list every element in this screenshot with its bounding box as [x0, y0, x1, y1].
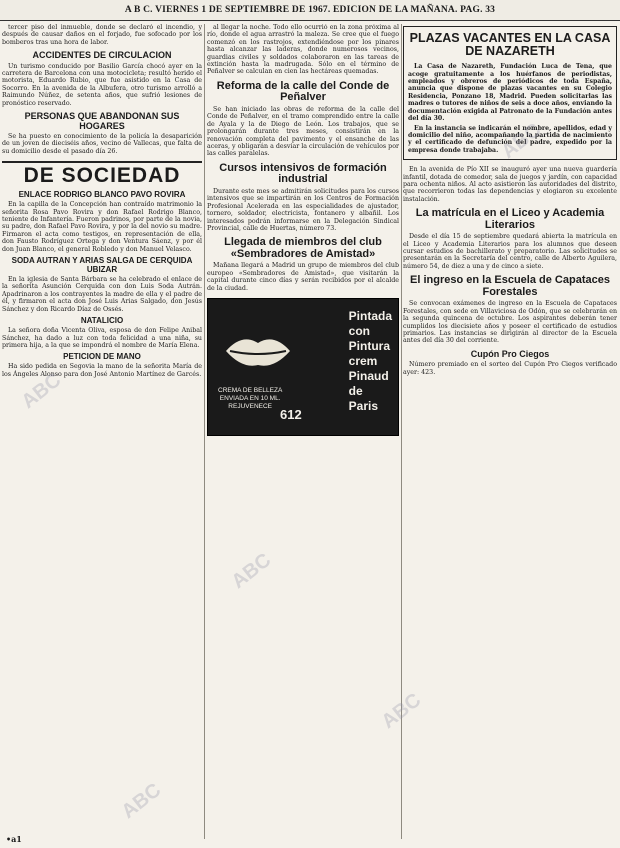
missing-persons-text: Se ha puesto en conocimiento de la policía la desaparición de un joven de dieciséis años, vecino de Vallecas, que falta de su domicilio desde el pasado día 26.: [2, 132, 202, 155]
birth-text: La señora doña Vicenta Oliva, esposa de don Felipe Anibal Sánchez, ha dado a luz con toda felicidad a una niña, su primera hija, a la que se impondrá el nombre de María Elena.: [2, 327, 202, 349]
article-continuation: tercer piso del inmueble, donde se declaró el incendio, y después de causar daños en el forjado, fue sofocado por los bomberos tras una hora de labor.: [2, 24, 202, 46]
capataces-text: Se convocan exámenes de ingreso en la Escuela de Capataces Forestales, con sede en Villaviciosa de Odón, que se celebrarán en la segunda quincena de octubre. Los aspirantes deberán tener cumplidos los diecisiete años y poseer el certificado de estudios primarios. Las instancias se dirigirán al director de la Escuela antes del día 30 del corriente.: [403, 300, 617, 345]
masthead: A B C. VIERNES 1 DE SEPTIEMBRE DE 1967. EDICION DE LA MAÑANA. PAG. 33: [0, 0, 620, 21]
vacancies-text: En la instancia se indicarán el nombre, apellidos, edad y domicilio del niño, acompañando la partida de nacimiento y el certificado de defunción del padre, expedido por la empresa donde trabajaba.: [408, 124, 612, 154]
wedding-text: En la iglesia de Santa Bárbara se ha celebrado el enlace de la señorita Asunción Cerquida con don Luis Soda Autrán. Apadrinaron a los contrayentes la madre de ella y el padre de él, y firmaron el acta don José Luis Arias Salgado, don Jesús Sánchez y don Ricardo Díaz de Ossés.: [2, 276, 202, 313]
watermark: ABC: [377, 689, 426, 734]
column-rule: [401, 24, 402, 839]
advertisement: [207, 298, 399, 436]
vacancies-heading: PLAZAS VACANTES EN LA CASA DE NAZARETH: [409, 31, 611, 59]
watermark: ABC: [227, 549, 276, 594]
watermark: ABC: [497, 119, 546, 164]
lips-illustration: [222, 329, 294, 373]
ad-brand: CREMA DE BELLEZA ENVIADA EN 10 ML. REJUVENECE: [218, 387, 283, 411]
watermark: ABC: [117, 779, 166, 824]
courses-text: Durante este mes se admitirán solicitudes para los cursos intensivos que se impartirán en los Centros de Formación Profesional Acelerada en las especialidades de ajustador, tornero, soldador, electricista, fontanero y albañil. Los interesados podrán informarse en la Delegación Sindical Provincial, calle de Huertas, número 73.: [207, 187, 399, 232]
column-rule: [204, 24, 205, 839]
watermark: ABC: [17, 369, 66, 414]
birth-heading: NATALICIO: [80, 316, 124, 326]
missing-persons-heading: PERSONAS QUE ABANDONAN SUS HOGARES: [24, 111, 180, 131]
petition-heading: PETICION DE MANO: [63, 352, 141, 362]
footer-mark: •a1: [6, 834, 22, 844]
ad-slogan: Pintada con Pintura crem Pinaud de Paris: [348, 309, 392, 414]
article-continuation: al llegar la noche. Todo ello ocurrió en la zona próxima al río, donde el agua arrastró la maleza. Se cree que el fuego comenzó en los rastrojos, extendiéndose por los pinares hasta alcanzar las laderas, donde numerosos vecinos, guardias civiles y soldados colaboraron en las tareas de extinción hasta la madrugada. Sólo en el término de Peñalver se calculan en cien las hectáreas quemadas.: [207, 24, 399, 76]
liceo-heading: La matrícula en el Liceo y Academia Literarios: [415, 207, 605, 231]
petition-text: Ha sido pedida en Segovia la mano de la señorita María de los Ángeles Alonso para don José Antonio Martínez de Garcés.: [2, 363, 202, 378]
wedding-heading: SODA AUTRAN Y ARIAS SALGA DE CERQUIDA UBIZAR: [11, 256, 193, 275]
column-right: [403, 24, 617, 842]
coupon-text: Número premiado en el sorteo del Cupón Pro Ciegos verificado ayer: 423.: [403, 361, 617, 376]
column-middle: [207, 24, 399, 842]
accidents-heading: ACCIDENTES DE CIRCULACION: [32, 50, 172, 61]
wedding-heading: ENLACE RODRIGO BLANCO PAVO ROVIRA: [18, 190, 186, 200]
society-section-title: DE SOCIEDAD: [2, 161, 202, 187]
courses-heading: Cursos intensivos de formación industrial: [219, 161, 387, 186]
column-left: [2, 24, 202, 842]
club-text: Mañana llegará a Madrid un grupo de miembros del club europeo «Sembradores de Amistad», que visitarán la capital durante cinco días y serán recibidos por el alcalde de la ciudad.: [207, 262, 399, 292]
vacancies-text: La Casa de Nazareth, Fundación Luca de Tena, que acoge gratuitamente a los huérfanos de periodistas, empleados y obreros de periódicos de toda España, anuncia que dispone de plazas vacantes en su Colegio Residencia, Ponzano 18, Madrid. Pueden solicitarlas las madres o tutores de niños de seis a doce años, enviando la documentación exigida al Patronato de la Fundación antes del día 30.: [408, 63, 612, 123]
reform-heading: Reforma de la calle del Conde de Peñalver: [216, 79, 390, 104]
accidents-text: Un turismo conducido por Basilio García chocó ayer en la carretera de Barcelona con una motocicleta; resultó herido el motorista, Eduardo Rubio, que fue asistido en la Casa de Socorro. En la avenida de la Albufera, otro turismo arrolló a Raimundo Núñez, de setenta años, que sufrió lesiones de pronóstico reservado.: [2, 62, 202, 107]
capataces-heading: El ingreso en la Escuela de Capataces Forestales: [410, 274, 610, 298]
wedding-text: En la capilla de la Concepción han contraído matrimonio la señorita Rosa Pavo Rovira y don Rafael Rodrigo Blanco, teniente de Infantería. Fueron padrinos, por parte de la novia, su padre, don Rafael Pavo Rovira, y por la del novio su madre. Firmaron el acta como testigos, en representación de ella, don Fausto Rodríguez Ortega y don Ventura Sáenz, y por él don Juan Blanco, el general Robledo y don Manuel Velasco.: [2, 201, 202, 253]
article-text: En la avenida de Pío XII se inauguró ayer una nueva guardería infantil, dotada de comedor, sala de juegos y jardín, con capacidad para ochenta niños. Al acto asistieron las autoridades del distrito, que recorrieron todas las dependencias y elogiaron su excelente instalación.: [403, 166, 617, 203]
vacancies-box: [403, 26, 617, 160]
liceo-text: Desde el día 15 de septiembre quedará abierta la matrícula en el Liceo y Academia Literarios para los alumnos que deseen cursar estudios de bachillerato y preparatorio. Las solicitudes se presentarán en la Secretaría del centro, calle de Alberto Aguilera, número 54, de diez a una y de cinco a siete.: [403, 233, 617, 270]
coupon-heading: Cupón Pro Ciegos: [470, 348, 550, 359]
ad-price: 612: [280, 407, 302, 423]
reform-text: Se han iniciado las obras de reforma de la calle del Conde de Peñalver, en el tramo comprendido entre la calle de Ayala y la de Diego de León. Los trabajos, que se prolongarán durante tres meses, consistirán en la renovación completa del pavimento y el ensanche de las aceras, y obligarán a desviar la circulación de vehículos por las calles paralelas.: [207, 105, 399, 158]
club-heading: Llegada de miembros del club «Sembradores de Amistad»: [224, 236, 382, 260]
